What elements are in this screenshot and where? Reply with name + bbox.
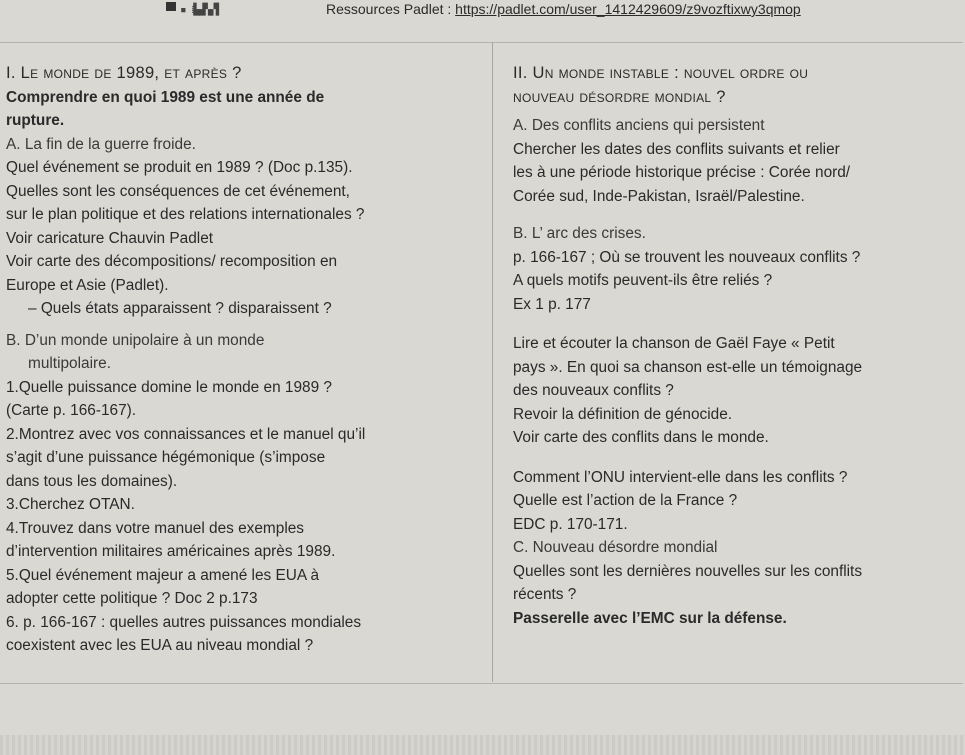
intro-line-1: Comprendre en quoi 1989 est une année de [6,88,325,106]
right-c-line-3: des nouveaux conflits ? [513,382,674,399]
section-2-title-1: II. Un monde instable : nouvel ordre ou [513,64,809,82]
question-1b: (Carte p. 166-167). [6,402,137,419]
question-5a: 5.Quel événement majeur a amené les EUA à [6,566,320,584]
left-a-line-1: Quel événement se produit en 1989 ? (Doc p.135). [6,159,353,176]
right-subsection-b-title: B. L’ arc des crises. [513,225,646,242]
section-1-title: I. Le monde de 1989, et après ? [6,64,242,82]
right-column [513,62,963,630]
intro-line-2: rupture. [6,112,65,129]
question-2b: s’agit d’une puissance hégémonique (s’impose [6,449,326,466]
resources-text: Ressources Padlet : [326,1,456,17]
right-subsection-c-title: C. Nouveau désordre mondial [513,539,718,556]
right-c-line-1: Lire et écouter la chanson de Gaël Faye « Petit [513,335,835,352]
right-e-line-1: Quelles sont les dernières nouvelles sur les conflits [513,562,863,580]
right-e-line-2: récents ? [513,586,577,603]
resources-label [326,1,801,17]
header-bar [0,0,965,22]
left-a-line-5: Voir carte des décompositions/ recomposition en [6,253,338,270]
question-6b: coexistent avec les EUA au niveau mondial ? [6,637,314,654]
page-bottom-edge [0,735,965,755]
right-subsection-a-title: A. Des conflits anciens qui persistent [513,117,765,134]
right-d-line-3: EDC p. 170-171. [513,515,628,533]
right-c-line-4: Revoir la définition de génocide. [513,405,733,423]
right-c-line-2: pays ». En quoi sa chanson est-elle un témoignage [513,358,863,376]
right-b-line-1: p. 166-167 ; Où se trouvent les nouveaux conflits ? [513,248,861,266]
right-d-line-1: Comment l’ONU intervient-elle dans les conflits ? [513,468,848,486]
question-2c: dans tous les domaines). [6,472,178,490]
left-a-line-7: – Quels états apparaissent ? disparaissent ? [28,300,332,317]
right-a-line-2: les à une période historique précise : Corée nord/ [513,164,851,181]
section-2-title-2: nouveau désordre mondial ? [513,87,726,106]
left-a-line-3: sur le plan politique et des relations internationales ? [6,206,365,223]
qr-code-icon [166,2,176,11]
right-e-line-3: Passerelle avec l’EMC sur la défense. [513,609,787,627]
qr-strip: ▪ ⁞▙▟▚▞▌ [180,3,222,16]
left-column [6,62,486,658]
right-b-line-2: A quels motifs peuvent-ils être reliés ? [513,272,773,289]
question-3: 3.Cherchez OTAN. [6,496,135,513]
left-a-line-6: Europe et Asie (Padlet). [6,276,169,294]
question-1a: 1.Quelle puissance domine le monde en 1989 ? [6,378,332,396]
question-5b: adopter cette politique ? Doc 2 p.173 [6,590,258,607]
right-a-line-3: Corée sud, Inde-Pakistan, Israël/Palestine. [513,187,805,205]
question-4a: 4.Trouvez dans votre manuel des exemples [6,519,304,537]
right-b-line-3: Ex 1 p. 177 [513,295,591,313]
column-divider [492,42,493,682]
question-2a: 2.Montrez avec vos connaissances et le manuel qu’il [6,425,366,443]
question-4b: d’intervention militaires américaines après 1989. [6,543,336,560]
right-c-line-5: Voir carte des conflits dans le monde. [513,429,769,446]
padlet-link[interactable]: https://padlet.com/user_1412429609/z9vozftixwy3qmop [455,1,801,17]
left-a-line-4: Voir caricature Chauvin Padlet [6,229,214,247]
subsection-b-title-2: multipolaire. [28,355,111,372]
left-a-line-2: Quelles sont les conséquences de cet événement, [6,182,350,200]
right-d-line-2: Quelle est l’action de la France ? [513,492,738,509]
right-a-line-1: Chercher les dates des conflits suivants et relier [513,140,840,158]
subsection-a-title: A. La fin de la guerre froide. [6,135,196,153]
question-6a: 6. p. 166-167 : quelles autres puissances mondiales [6,613,362,631]
subsection-b-title-1: B. D’un monde unipolaire à un monde [6,331,265,349]
